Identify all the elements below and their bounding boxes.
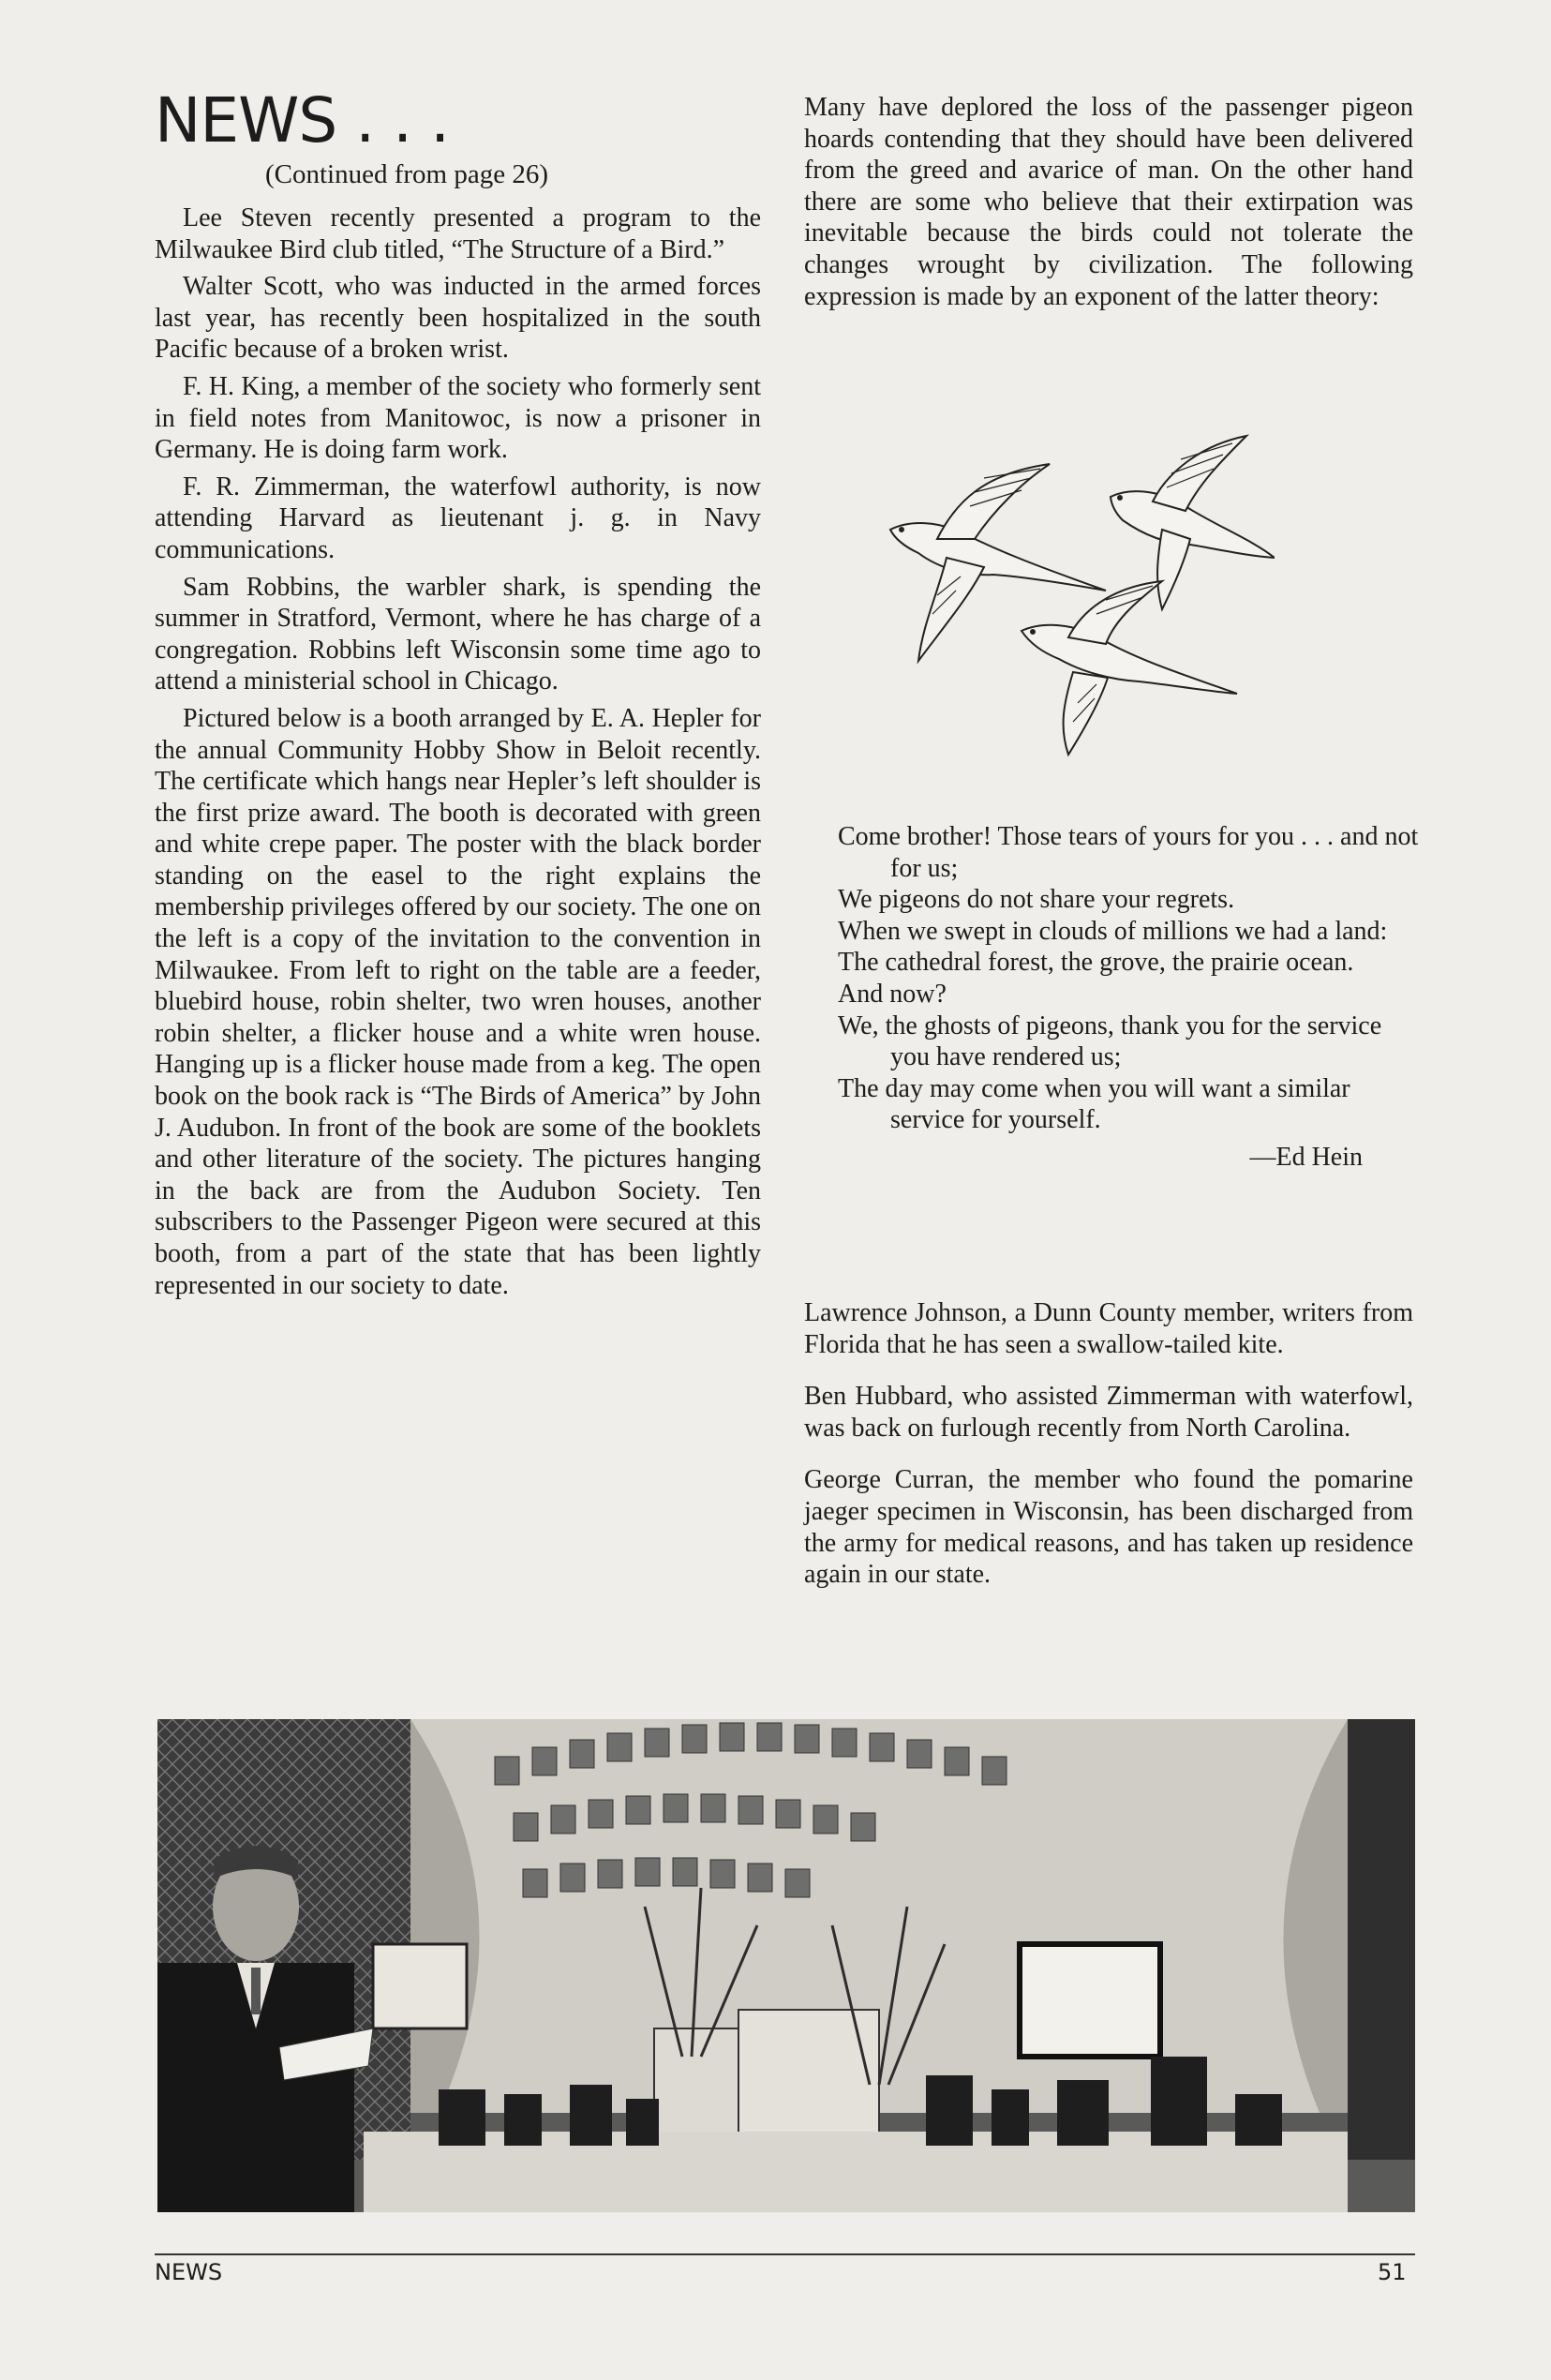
footer-section: NEWS bbox=[155, 2259, 223, 2285]
pigeon-figure bbox=[1111, 436, 1275, 609]
poem bbox=[838, 821, 1419, 1200]
news-item: Pictured below is a booth arranged by E. A. Hepler for the annual Community Hobby Show in Beloit recently. The certificate which hangs near Hepler’s left shoulder is the first prize award. The booth is decorated with green and white crepe paper. The poster with the black border standing on the easel to the right explains the membership privileges offered by our society. The one on the left is a copy of the invitation to the convention in Milwaukee. From left to right on the table are a feeder, bluebird house, robin shelter, two wren houses, another robin shelter, a flicker house and a white wren house. Hanging up is a flicker house made from a keg. The open book on the book rack is “The Birds of America” by John J. Audubon. In front of the book are some of the booklets and other literature of the society. The pictures hanging in the back are from the Audubon Society. Ten subscribers to the Passenger Pigeon were secured at this booth, from a part of the state that has been lightly represented in our society to date. bbox=[155, 703, 761, 1300]
news-item: Sam Robbins, the warbler shark, is spending the summer in Stratford, Vermont, where he has charge of a congregation. Robbins left Wisconsin some time ago to attend a ministerial school in Chicago. bbox=[155, 572, 761, 696]
news-item: F. R. Zimmerman, the waterfowl authority, is now attending Harvard as lieutenant j. g. in Navy communications. bbox=[155, 472, 761, 564]
poem-line: The day may come when you will want a similar service for yourself. bbox=[838, 1073, 1350, 1135]
poem-line: Come brother! Those tears of yours for you . . . and not for us; bbox=[838, 822, 1419, 883]
booth-photo-drawing bbox=[157, 1719, 1415, 2212]
booth-photo bbox=[157, 1719, 1415, 2212]
page-number: 51 bbox=[1378, 2259, 1407, 2285]
pigeons-illustration bbox=[881, 427, 1275, 764]
poem-line: When we swept in clouds of millions we had a land: bbox=[838, 916, 1388, 946]
right-column-intro bbox=[804, 92, 1413, 318]
news-item: Walter Scott, who was inducted in the armed forces last year, has recently been hospitalized in the south Pacific because of a broken wrist. bbox=[155, 272, 761, 365]
news-item: George Curran, the member who found the pomarine jaeger specimen in Wisconsin, has been discharged from the army for medical reasons, and has taken up residence again in our state. bbox=[804, 1465, 1413, 1590]
right-column-news bbox=[804, 1297, 1413, 1611]
poem-line: The cathedral forest, the grove, the prairie ocean. bbox=[838, 948, 1354, 978]
page-title: NEWS . . . bbox=[155, 84, 450, 157]
pigeons-drawing bbox=[881, 427, 1275, 764]
poem-line: And now? bbox=[838, 979, 947, 1009]
poem-line: We, the ghosts of pigeons, thank you for the service you have rendered us; bbox=[838, 1010, 1382, 1072]
news-item: Ben Hubbard, who assisted Zimmerman with waterfowl, was back on furlough recently from North Carolina. bbox=[804, 1382, 1413, 1443]
news-item: F. H. King, a member of the society who formerly sent in field notes from Manitowoc, is now a prisoner in Germany. He is doing farm work. bbox=[155, 371, 761, 465]
footer-rule bbox=[155, 2253, 1415, 2255]
poem-author: —Ed Hein bbox=[1249, 1142, 1363, 1172]
left-column bbox=[155, 202, 761, 1307]
news-item: Lawrence Johnson, a Dunn County member, writers from Florida that he has seen a swallow-tailed kite. bbox=[804, 1298, 1413, 1359]
continued-note: (Continued from page 26) bbox=[265, 159, 549, 189]
poem-line: We pigeons do not share your regrets. bbox=[838, 885, 1235, 915]
intro-paragraph: Many have deplored the loss of the passenger pigeon hoards contending that they should have been delivered from the greed and avarice of man. On the other hand there are some who believe that their extirpation was inevitable because the birds could not tolerate the changes wrought by civilization. The following expression is made by an exponent of the latter theory: bbox=[804, 93, 1413, 311]
news-item: Lee Steven recently presented a program to the Milwaukee Bird club titled, “The Structure of a Bird.” bbox=[155, 203, 761, 264]
pigeon-figure bbox=[1022, 581, 1237, 755]
